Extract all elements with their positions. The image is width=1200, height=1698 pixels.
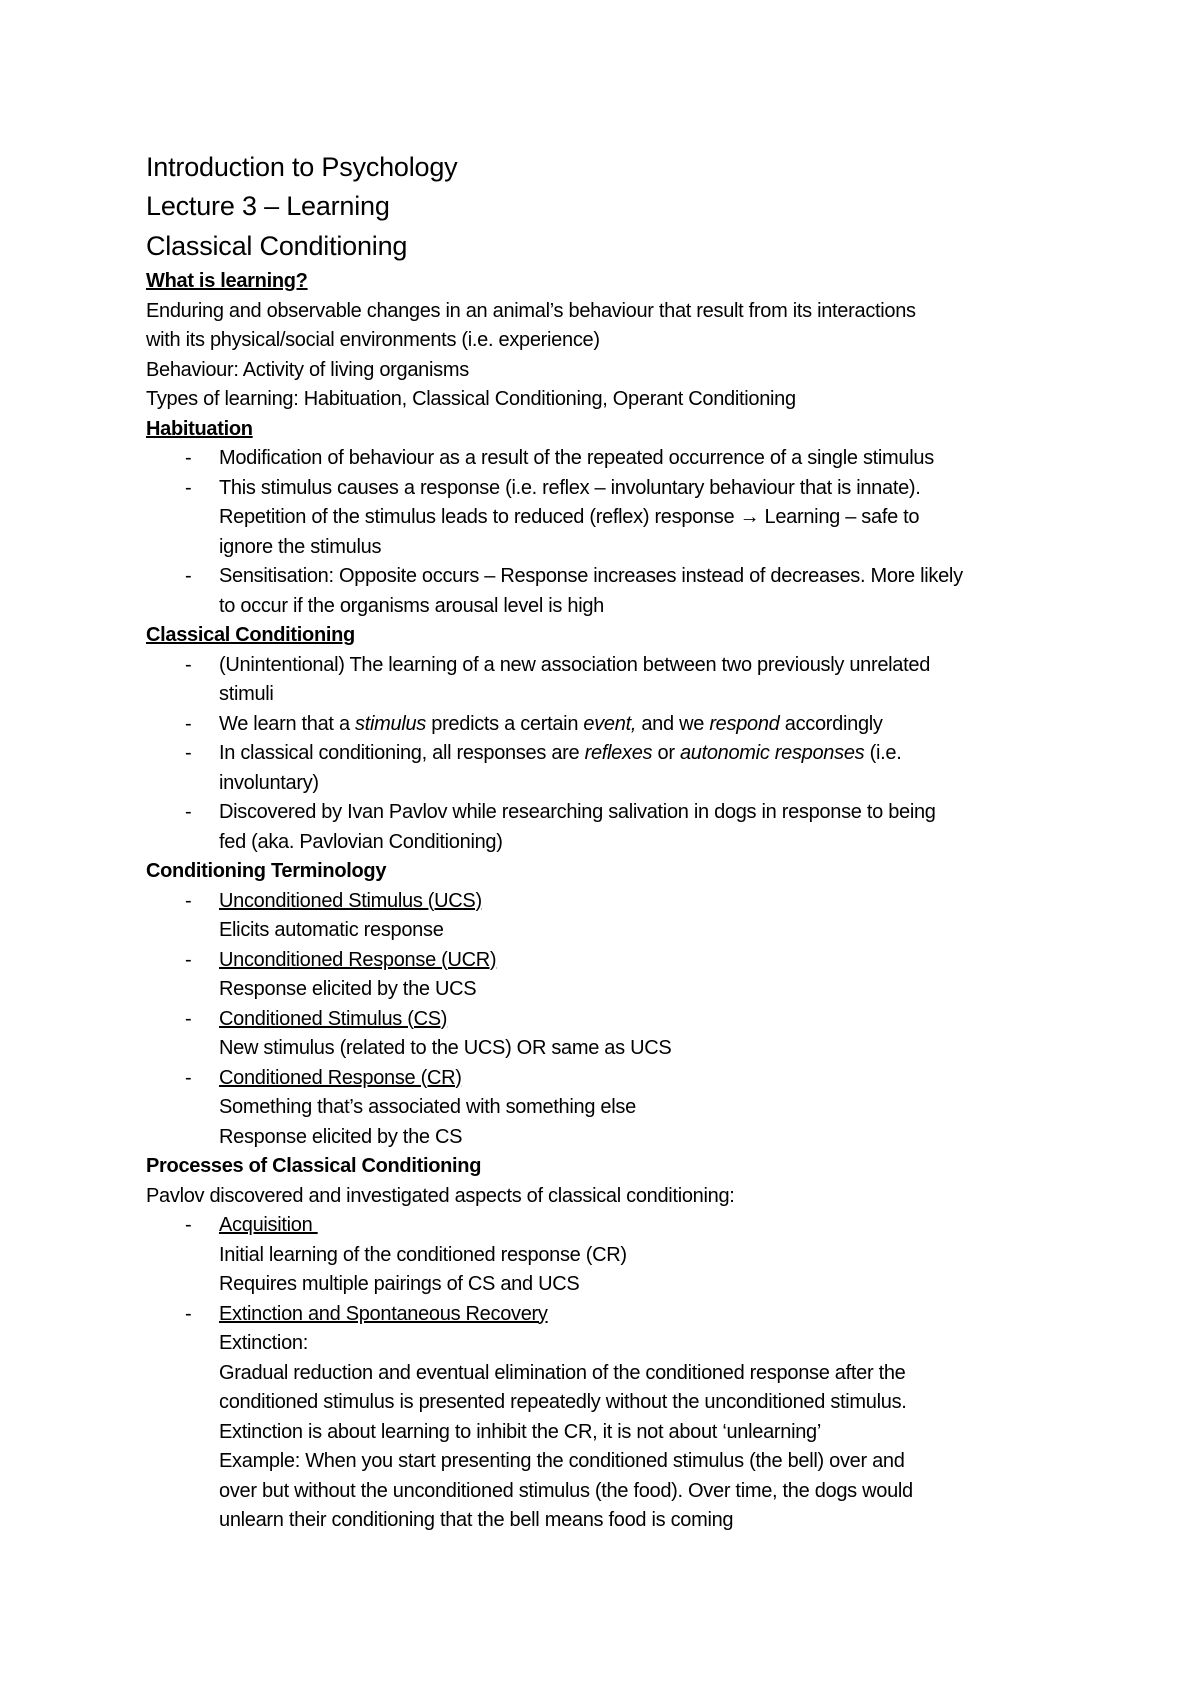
behaviour-definition: Behaviour: Activity of living organisms: [146, 358, 469, 381]
term-ucr: Unconditioned Response (UCR): [219, 948, 497, 971]
learning-definition-line-2: with its physical/social environments (i.e. experience): [146, 329, 600, 351]
dash-bullet: -: [185, 565, 192, 587]
classical-conditioning-list: [146, 651, 1076, 858]
dash-bullet: -: [185, 447, 192, 469]
terminology-list: [146, 887, 1076, 1153]
dash-bullet: -: [185, 653, 192, 676]
heading-habituation: Habituation: [146, 417, 253, 440]
dash-bullet: -: [185, 712, 192, 735]
list-item: - This stimulus causes a response (i.e. reflex – involuntary behaviour that is innate). Repetition of the stimulus leads to reduced (reflex) response → Learning – safe to ignore the stimulus: [146, 474, 1076, 563]
dash-bullet: -: [185, 1214, 192, 1236]
list-item: - Discovered by Ivan Pavlov while researching salivation in dogs in response to being fed (aka. Pavlovian Conditioning): [146, 798, 1076, 857]
dash-bullet: -: [185, 889, 192, 912]
dash-bullet: -: [185, 1302, 192, 1325]
section-title: Classical Conditioning: [146, 231, 408, 261]
list-item: - Sensitisation: Opposite occurs – Response increases instead of decreases. More likely to occur if the organisms arousal level is high: [146, 562, 1076, 621]
learning-definition-line-1: Enduring and observable changes in an animal’s behaviour that result from its interactions: [146, 299, 916, 322]
dash-bullet: -: [185, 1066, 192, 1089]
term-ucs: Unconditioned Stimulus (UCS): [219, 889, 482, 912]
term-acquisition: Acquisition: [219, 1214, 318, 1236]
list-item: - Unconditioned Response (UCR) Response elicited by the UCS: [146, 946, 1076, 1005]
heading-conditioning-terminology: Conditioning Terminology: [146, 860, 387, 882]
list-item: - (Unintentional) The learning of a new association between two previously unrelated stimuli: [146, 651, 1076, 710]
processes-list: [146, 1211, 1076, 1536]
heading-processes: Processes of Classical Conditioning: [146, 1155, 482, 1177]
habituation-list: [146, 444, 1076, 621]
list-item: - Conditioned Response (CR) Something that’s associated with something else Response elicited by the CS: [146, 1064, 1076, 1153]
list-item: - Extinction and Spontaneous Recovery Extinction: Gradual reduction and eventual elimination of the conditioned response after the conditioned stimulus is presented repeatedly without the unconditioned stimulus. Extinction is about learning to inhibit the CR, it is not about ‘unlearning’ Example: When you start presenting the conditioned stimulus (the bell) over and over but without the unconditioned stimulus (the food). Over time, the dogs would unlearn their conditioning that the bell means food is coming: [146, 1300, 1076, 1536]
term-extinction: Extinction and Spontaneous Recovery: [219, 1302, 548, 1325]
list-item: - Conditioned Stimulus (CS) New stimulus (related to the UCS) OR same as UCS: [146, 1005, 1076, 1064]
dash-bullet: -: [185, 1007, 192, 1030]
lecture-title: Lecture 3 – Learning: [146, 191, 390, 221]
document-page: [146, 148, 1076, 1536]
list-item: - In classical conditioning, all responses are reflexes or autonomic responses (i.e. involuntary): [146, 739, 1076, 798]
types-of-learning: Types of learning: Habituation, Classical Conditioning, Operant Conditioning: [146, 388, 796, 410]
list-item: - Modification of behaviour as a result of the repeated occurrence of a single stimulus: [146, 444, 1076, 474]
dash-bullet: -: [185, 742, 192, 764]
processes-intro: Pavlov discovered and investigated aspects of classical conditioning:: [146, 1184, 735, 1207]
document-title: Introduction to Psychology: [146, 152, 458, 182]
list-item: - Unconditioned Stimulus (UCS) Elicits automatic response: [146, 887, 1076, 946]
list-item: - We learn that a stimulus predicts a certain event, and we respond accordingly: [146, 710, 1076, 740]
heading-classical-conditioning: Classical Conditioning: [146, 624, 355, 646]
dash-bullet: -: [185, 476, 192, 499]
heading-what-is-learning: What is learning?: [146, 270, 308, 292]
dash-bullet: -: [185, 801, 192, 823]
term-cs: Conditioned Stimulus (CS): [219, 1007, 448, 1030]
term-cr: Conditioned Response (CR): [219, 1066, 462, 1089]
list-item: - Acquisition Initial learning of the conditioned response (CR) Requires multiple pairings of CS and UCS: [146, 1211, 1076, 1300]
dash-bullet: -: [185, 948, 192, 971]
